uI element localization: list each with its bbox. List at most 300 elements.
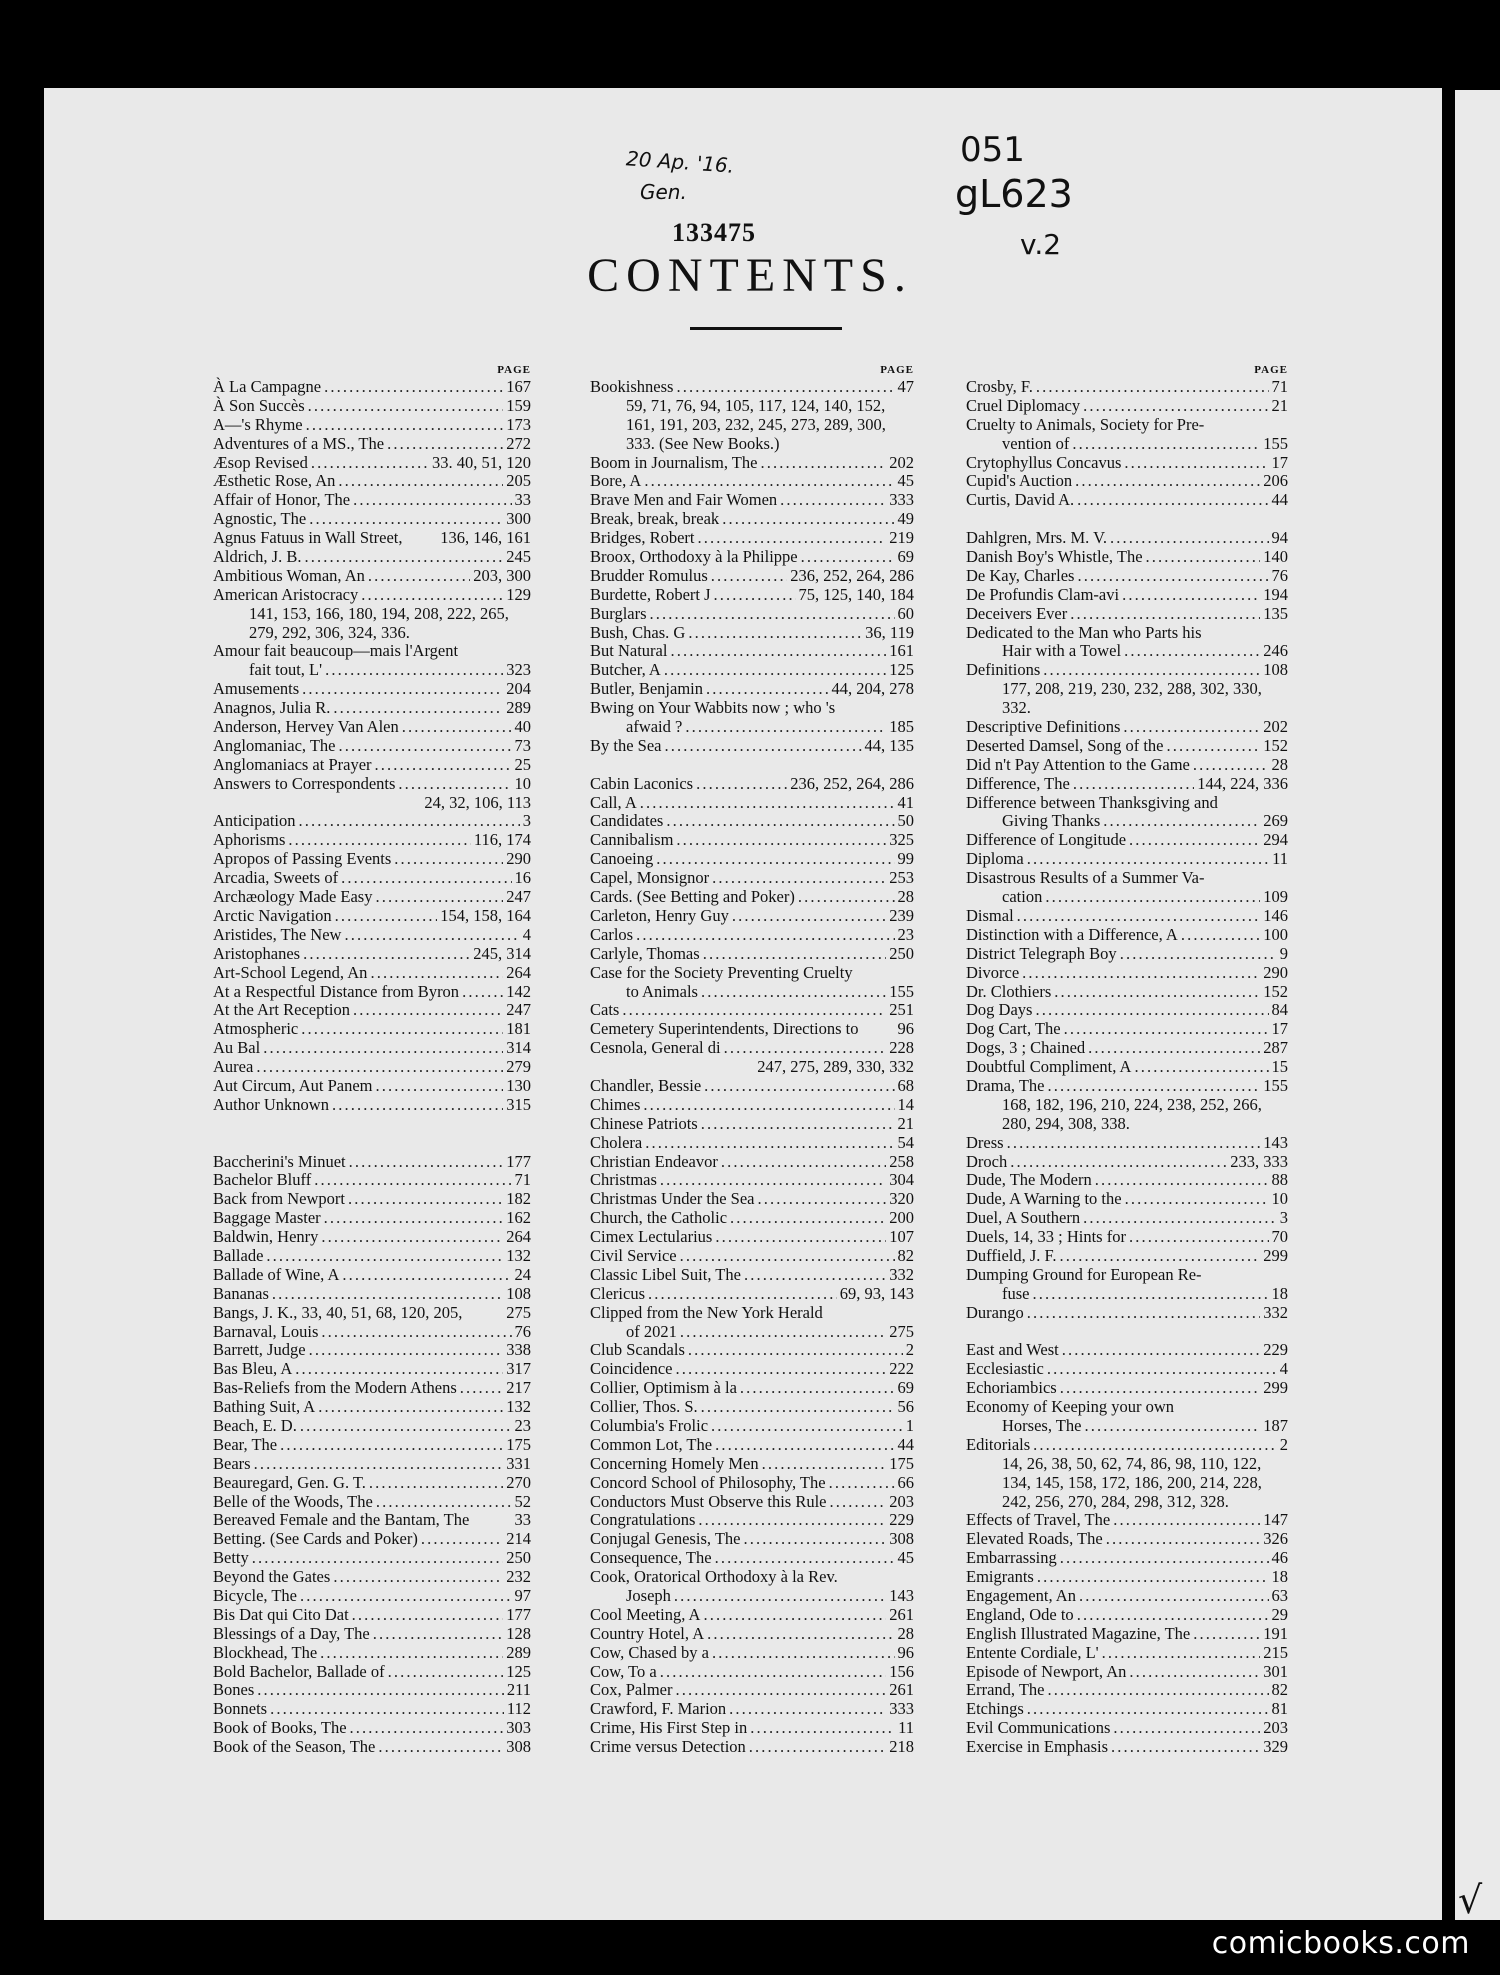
entry-title: Club Scandals xyxy=(590,1340,685,1360)
leader-dots xyxy=(378,1738,503,1757)
index-entry-continuation xyxy=(590,1323,914,1342)
index-entry xyxy=(590,1681,914,1700)
index-entry xyxy=(966,661,1288,680)
index-entry xyxy=(966,1719,1288,1738)
entry-title: Crosby, F. xyxy=(966,377,1033,396)
leader-dots xyxy=(703,945,887,964)
section-gap xyxy=(213,1134,531,1153)
index-entry xyxy=(966,1530,1288,1549)
entry-page: 4 xyxy=(1279,1359,1288,1379)
leader-dots xyxy=(656,850,894,869)
index-entry-continuation xyxy=(966,435,1288,454)
index-entry xyxy=(590,964,914,983)
entry-title: Anderson, Hervey Van Alen xyxy=(213,717,399,737)
leader-dots xyxy=(660,1663,887,1682)
index-entry xyxy=(213,1606,531,1625)
leader-dots xyxy=(309,1341,504,1360)
entry-page: 233, 333 xyxy=(1230,1151,1288,1171)
entry-page: 152 xyxy=(1263,981,1288,1001)
entry-page: 107 xyxy=(889,1227,914,1247)
entry-title: Carlos xyxy=(590,924,634,944)
entry-title: cation xyxy=(1002,887,1043,907)
index-entry xyxy=(213,907,531,926)
entry-page: 21 xyxy=(897,1113,914,1133)
index-entry xyxy=(213,1171,531,1190)
index-entry xyxy=(590,907,914,926)
entry-title: Emigrants xyxy=(966,1567,1034,1587)
index-entry xyxy=(966,869,1288,888)
index-entry xyxy=(966,1304,1288,1323)
entry-page: 269 xyxy=(1263,811,1288,831)
index-entry xyxy=(966,1644,1288,1663)
index-entry xyxy=(966,586,1288,605)
index-entry xyxy=(966,548,1288,567)
leader-dots xyxy=(300,1587,512,1606)
entry-page: 36, 119 xyxy=(865,622,914,642)
index-page-list: 14, 26, 38, 50, 62, 74, 86, 98, 110, 122, xyxy=(1002,1453,1262,1473)
entry-page: 290 xyxy=(506,849,531,869)
index-entry xyxy=(590,378,914,397)
entry-page: 333 xyxy=(889,490,914,510)
entry-page: 232 xyxy=(506,1567,531,1587)
index-entry xyxy=(590,1644,914,1663)
entry-page: 333 xyxy=(889,1699,914,1719)
index-entry xyxy=(966,378,1288,397)
entry-page: 236, 252, 264, 286 xyxy=(790,565,914,585)
entry-title: Clericus xyxy=(590,1283,645,1303)
entry-page: 202 xyxy=(889,452,914,472)
entry-page: 229 xyxy=(1263,1340,1288,1360)
index-entry xyxy=(213,1436,531,1455)
entry-title: Country Hotel, A xyxy=(590,1623,705,1643)
leader-dots xyxy=(1103,812,1260,831)
leader-dots xyxy=(1035,1001,1268,1020)
entry-title: Aristophanes xyxy=(213,943,301,963)
entry-title: Betty xyxy=(213,1548,249,1568)
index-entry xyxy=(590,1077,914,1096)
leader-dots xyxy=(1084,1417,1260,1436)
leader-dots xyxy=(1088,1039,1260,1058)
index-entry xyxy=(213,926,531,945)
entry-title: District Telegraph Boy xyxy=(966,943,1117,963)
index-entry xyxy=(213,983,531,1002)
entry-page: 71 xyxy=(514,1170,531,1190)
leader-dots xyxy=(321,1323,511,1342)
leader-dots xyxy=(1048,1681,1269,1700)
leader-dots xyxy=(342,1266,511,1285)
entry-page: 96 xyxy=(897,1019,914,1039)
index-entry xyxy=(213,1077,531,1096)
leader-dots xyxy=(1047,1360,1277,1379)
index-entry xyxy=(590,1228,914,1247)
leader-dots xyxy=(730,1209,886,1228)
entry-title: Chandler, Bessie xyxy=(590,1075,702,1095)
entry-title: Dude, A Warning to the xyxy=(966,1189,1122,1209)
index-entry xyxy=(213,1058,531,1077)
leader-dots xyxy=(304,548,503,567)
leader-dots xyxy=(309,510,503,529)
entry-title: Blessings of a Day, The xyxy=(213,1623,370,1643)
entry-title: Divorce xyxy=(966,962,1020,982)
leader-dots xyxy=(829,1474,895,1493)
leader-dots xyxy=(670,642,886,661)
index-entry xyxy=(590,775,914,794)
entry-title: Church, the Catholic xyxy=(590,1208,728,1228)
entry-title: A—'s Rhyme xyxy=(213,414,303,434)
leader-dots xyxy=(1060,1549,1269,1568)
leader-dots xyxy=(325,661,503,680)
leader-dots xyxy=(1045,888,1260,907)
entry-page: 44, 204, 278 xyxy=(831,679,914,699)
entry-title: Distinction with a Difference, A xyxy=(966,924,1178,944)
entry-page: 81 xyxy=(1271,1699,1288,1719)
leader-dots xyxy=(743,1530,886,1549)
index-entry xyxy=(966,831,1288,850)
index-entry xyxy=(213,1398,531,1417)
entry-title: Definitions xyxy=(966,660,1041,680)
leader-dots xyxy=(1193,1625,1260,1644)
entry-title: Cesnola, General di xyxy=(590,1038,721,1058)
adjacent-page-edge xyxy=(1455,90,1500,1920)
index-entry xyxy=(966,529,1288,548)
leader-dots xyxy=(333,699,503,718)
section-gap xyxy=(590,756,914,775)
index-entry xyxy=(590,888,914,907)
handwritten-shelf-number: 051 xyxy=(960,130,1025,170)
entry-page: 143 xyxy=(1263,1132,1288,1152)
entry-title: Classic Libel Suit, The xyxy=(590,1264,741,1284)
entry-page: 143 xyxy=(889,1586,914,1605)
entry-title: Cards. (See Betting and Poker) xyxy=(590,887,795,907)
leader-dots xyxy=(696,775,787,794)
entry-title: Bore, A xyxy=(590,471,642,491)
index-entry xyxy=(966,1001,1288,1020)
index-entry xyxy=(213,1323,531,1342)
index-entry xyxy=(213,1247,531,1266)
index-entry xyxy=(966,1549,1288,1568)
entry-title: Æsthetic Rose, An xyxy=(213,471,336,491)
entry-page: 96 xyxy=(897,1642,914,1662)
index-entry xyxy=(213,1266,531,1285)
index-entry xyxy=(590,737,914,756)
entry-title: Bis Dat qui Cito Dat xyxy=(213,1604,349,1624)
index-entry xyxy=(590,1360,914,1379)
index-page-list: 141, 153, 166, 180, 194, 208, 222, 265, xyxy=(249,603,509,623)
index-entry xyxy=(590,680,914,699)
index-entry xyxy=(966,1190,1288,1209)
entry-page: 202 xyxy=(1263,717,1288,737)
entry-title: Affair of Honor, The xyxy=(213,490,351,510)
entry-title: Carlyle, Thomas xyxy=(590,943,700,963)
leader-dots xyxy=(1111,1738,1260,1757)
entry-page: 1 xyxy=(905,1415,914,1435)
entry-page: 129 xyxy=(506,584,531,604)
index-entry xyxy=(966,1228,1288,1247)
entry-title: Difference of Longitude xyxy=(966,830,1127,850)
entry-title: Christian Endeavor xyxy=(590,1151,718,1171)
index-entry xyxy=(213,416,531,435)
entry-title: Bachelor Bluff xyxy=(213,1170,312,1190)
index-entry xyxy=(590,850,914,869)
entry-title: Baccherini's Minuet xyxy=(213,1151,346,1171)
entry-page: 218 xyxy=(889,1737,914,1757)
leader-dots xyxy=(368,567,470,586)
entry-title: Anglomaniacs at Prayer xyxy=(213,754,372,774)
entry-page: 300 xyxy=(506,509,531,529)
entry-page: 206 xyxy=(1263,471,1288,491)
index-entry xyxy=(966,1266,1288,1285)
index-entry xyxy=(966,775,1288,794)
entry-title: Canoeing xyxy=(590,849,654,869)
index-entry xyxy=(966,1398,1288,1417)
entry-title: Call, A xyxy=(590,792,637,812)
leader-dots xyxy=(370,964,503,983)
index-entry xyxy=(590,1285,914,1304)
leader-dots xyxy=(698,1511,886,1530)
leader-dots xyxy=(1113,1511,1260,1530)
leader-dots xyxy=(1134,1058,1268,1077)
entry-title: Doubtful Compliment, A xyxy=(966,1057,1132,1077)
entry-page: 18 xyxy=(1271,1567,1288,1587)
entry-page: 10 xyxy=(514,773,531,793)
leader-dots xyxy=(348,1190,503,1209)
index-entry xyxy=(590,869,914,888)
entry-title: Blockhead, The xyxy=(213,1642,318,1662)
entry-title: Aurea xyxy=(213,1057,254,1077)
index-entry xyxy=(590,661,914,680)
entry-page: 76 xyxy=(514,1321,531,1341)
leader-dots xyxy=(376,1493,512,1512)
leader-dots xyxy=(1129,831,1260,850)
entry-title: Diploma xyxy=(966,849,1024,869)
entry-title: Civil Service xyxy=(590,1245,677,1265)
watermark: comicbooks.com xyxy=(1211,1926,1470,1961)
entry-title: Amour fait beaucoup—mais l'Argent xyxy=(213,641,459,661)
entry-page: 66 xyxy=(897,1472,914,1492)
index-entry xyxy=(966,718,1288,737)
leader-dots xyxy=(1077,491,1268,510)
index-entry xyxy=(590,1455,914,1474)
entry-page: 84 xyxy=(1271,1000,1288,1020)
index-entry xyxy=(213,1096,531,1115)
entry-title: Dahlgren, Mrs. M. V. xyxy=(966,528,1108,548)
leader-dots xyxy=(1083,397,1268,416)
leader-dots xyxy=(703,1606,886,1625)
entry-title: Crime, His First Step in xyxy=(590,1718,748,1738)
index-entry xyxy=(966,1020,1288,1039)
leader-dots xyxy=(1125,1190,1269,1209)
entry-page: 289 xyxy=(506,698,531,718)
entry-title: Book of the Season, The xyxy=(213,1737,376,1757)
entry-title: Hair with a Towel xyxy=(1002,641,1122,661)
entry-title: Cimex Lectularius xyxy=(590,1227,713,1247)
index-entry xyxy=(213,888,531,907)
leader-dots xyxy=(1007,1134,1261,1153)
index-entry xyxy=(590,945,914,964)
index-page-list: 242, 256, 270, 284, 298, 312, 328. xyxy=(1002,1491,1229,1511)
entry-title: Butler, Benjamin xyxy=(590,679,703,699)
leader-dots xyxy=(398,775,511,794)
entry-title: Baldwin, Henry xyxy=(213,1227,319,1247)
leader-dots xyxy=(302,680,503,699)
entry-title: Anticipation xyxy=(213,811,296,831)
index-entry xyxy=(966,1209,1288,1228)
index-entry xyxy=(590,1247,914,1266)
leader-dots xyxy=(254,1455,504,1474)
index-entry xyxy=(966,1058,1288,1077)
index-entry xyxy=(213,1285,531,1304)
leader-dots xyxy=(257,1681,504,1700)
entry-title: By the Sea xyxy=(590,735,662,755)
index-entry xyxy=(966,605,1288,624)
entry-page: 173 xyxy=(506,414,531,434)
index-entry xyxy=(213,1153,531,1172)
leader-dots xyxy=(1095,1171,1269,1190)
leader-dots xyxy=(1120,945,1277,964)
leader-dots xyxy=(320,1644,503,1663)
index-entry-continuation xyxy=(590,718,914,737)
entry-title: Beyond the Gates xyxy=(213,1567,331,1587)
index-page-list: 59, 71, 76, 94, 105, 117, 124, 140, 152, xyxy=(626,395,886,415)
entry-title: Beach, E. D. xyxy=(213,1415,297,1435)
entry-page: 56 xyxy=(897,1397,914,1417)
entry-page: 211 xyxy=(506,1680,531,1700)
check-mark: √ xyxy=(1458,1878,1483,1922)
leader-dots xyxy=(1123,718,1260,737)
leader-dots xyxy=(1113,1719,1260,1738)
entry-title: Ecclesiastic xyxy=(966,1359,1044,1379)
leader-dots xyxy=(666,812,894,831)
entry-title: Crytophyllus Concavus xyxy=(966,452,1122,472)
leader-dots xyxy=(760,454,886,473)
leader-dots xyxy=(664,661,886,680)
entry-page: 250 xyxy=(506,1548,531,1568)
entry-title: Collier, Optimism à la xyxy=(590,1378,737,1398)
leader-dots xyxy=(1106,1530,1261,1549)
index-entry xyxy=(590,1039,914,1058)
entry-title: Ballade xyxy=(213,1245,264,1265)
index-entry xyxy=(590,1719,914,1738)
entry-page: 308 xyxy=(506,1737,531,1757)
entry-page: 75, 125, 140, 184 xyxy=(798,584,914,604)
entry-title: Episode of Newport, An xyxy=(966,1661,1127,1681)
entry-title: Bananas xyxy=(213,1283,269,1303)
entry-page: 264 xyxy=(506,1227,531,1247)
entry-title: Bones xyxy=(213,1680,255,1700)
entry-title: Barnaval, Louis xyxy=(213,1321,319,1341)
entry-page: 155 xyxy=(1263,1075,1288,1095)
leader-dots xyxy=(675,1360,886,1379)
entry-page: 144, 224, 336 xyxy=(1197,773,1288,793)
entry-title: Apropos of Passing Events xyxy=(213,849,392,869)
leader-dots xyxy=(712,869,886,888)
leader-dots xyxy=(1048,1077,1261,1096)
index-entry xyxy=(590,1304,914,1323)
index-entry xyxy=(966,1341,1288,1360)
entry-page: 49 xyxy=(897,509,914,529)
leader-dots xyxy=(263,1039,503,1058)
index-entry xyxy=(966,454,1288,473)
entry-title: Au Bal xyxy=(213,1038,261,1058)
entry-title: Bold Bachelor, Ballade of xyxy=(213,1661,385,1681)
entry-page: 125 xyxy=(889,660,914,680)
entry-title: Candidates xyxy=(590,811,664,831)
index-entry xyxy=(213,378,531,397)
leader-dots xyxy=(1167,737,1261,756)
entry-page: 314 xyxy=(506,1038,531,1058)
entry-page: 50 xyxy=(897,811,914,831)
entry-title: Droch xyxy=(966,1151,1008,1171)
leader-dots xyxy=(830,1493,887,1512)
entry-title: Cook, Oratorical Orthodoxy à la Rev. xyxy=(590,1567,838,1587)
leader-dots xyxy=(361,586,503,605)
leader-dots xyxy=(715,1228,886,1247)
entry-page: 82 xyxy=(897,1245,914,1265)
leader-dots xyxy=(1077,567,1268,586)
leader-dots xyxy=(300,1417,512,1436)
leader-dots xyxy=(1079,1587,1269,1606)
index-entry xyxy=(590,1115,914,1134)
entry-page: 167 xyxy=(506,377,531,396)
leader-dots xyxy=(715,1549,895,1568)
leader-dots xyxy=(387,435,503,454)
entry-title: Coincidence xyxy=(590,1359,673,1379)
entry-title: Engagement, An xyxy=(966,1586,1076,1605)
index-entry xyxy=(213,642,531,661)
leader-dots xyxy=(1022,964,1260,983)
leader-dots xyxy=(724,1039,887,1058)
entry-page: 247 xyxy=(506,1000,531,1020)
index-entry xyxy=(966,756,1288,775)
entry-title: Cruelty to Animals, Society for Pre- xyxy=(966,414,1205,434)
leader-dots xyxy=(701,1115,895,1134)
leader-dots xyxy=(1073,775,1194,794)
leader-dots xyxy=(462,983,503,1002)
entry-title: Chimes xyxy=(590,1094,641,1114)
leader-dots xyxy=(1102,1644,1261,1663)
entry-page: 128 xyxy=(506,1623,531,1643)
leader-dots xyxy=(421,1530,503,1549)
index-entry xyxy=(213,812,531,831)
entry-page: 156 xyxy=(889,1661,914,1681)
index-entry xyxy=(213,510,531,529)
leader-dots xyxy=(685,718,886,737)
entry-page: 215 xyxy=(1263,1642,1288,1662)
leader-dots xyxy=(1070,605,1260,624)
entry-page: 132 xyxy=(506,1245,531,1265)
entry-title: Art-School Legend, An xyxy=(213,962,368,982)
entry-title: Dogs, 3 ; Chained xyxy=(966,1038,1086,1058)
entry-title: Answers to Correspondents xyxy=(213,773,396,793)
index-entry xyxy=(213,491,531,510)
leader-dots xyxy=(373,1625,504,1644)
index-entry xyxy=(590,1493,914,1512)
index-entry xyxy=(213,567,531,586)
entry-page: 204 xyxy=(506,679,531,699)
entry-title: Economy of Keeping your own xyxy=(966,1397,1175,1417)
index-entry xyxy=(213,756,531,775)
index-entry xyxy=(213,1719,531,1738)
entry-page: 112 xyxy=(506,1699,531,1719)
index-entry xyxy=(213,548,531,567)
entry-page: 251 xyxy=(889,1000,914,1020)
entry-page: 140 xyxy=(1263,547,1288,567)
index-entry-continuation xyxy=(966,1285,1288,1304)
leader-dots xyxy=(1033,1285,1269,1304)
entry-page: 162 xyxy=(506,1208,531,1228)
index-entry xyxy=(966,850,1288,869)
entry-page: 46 xyxy=(1271,1548,1288,1568)
